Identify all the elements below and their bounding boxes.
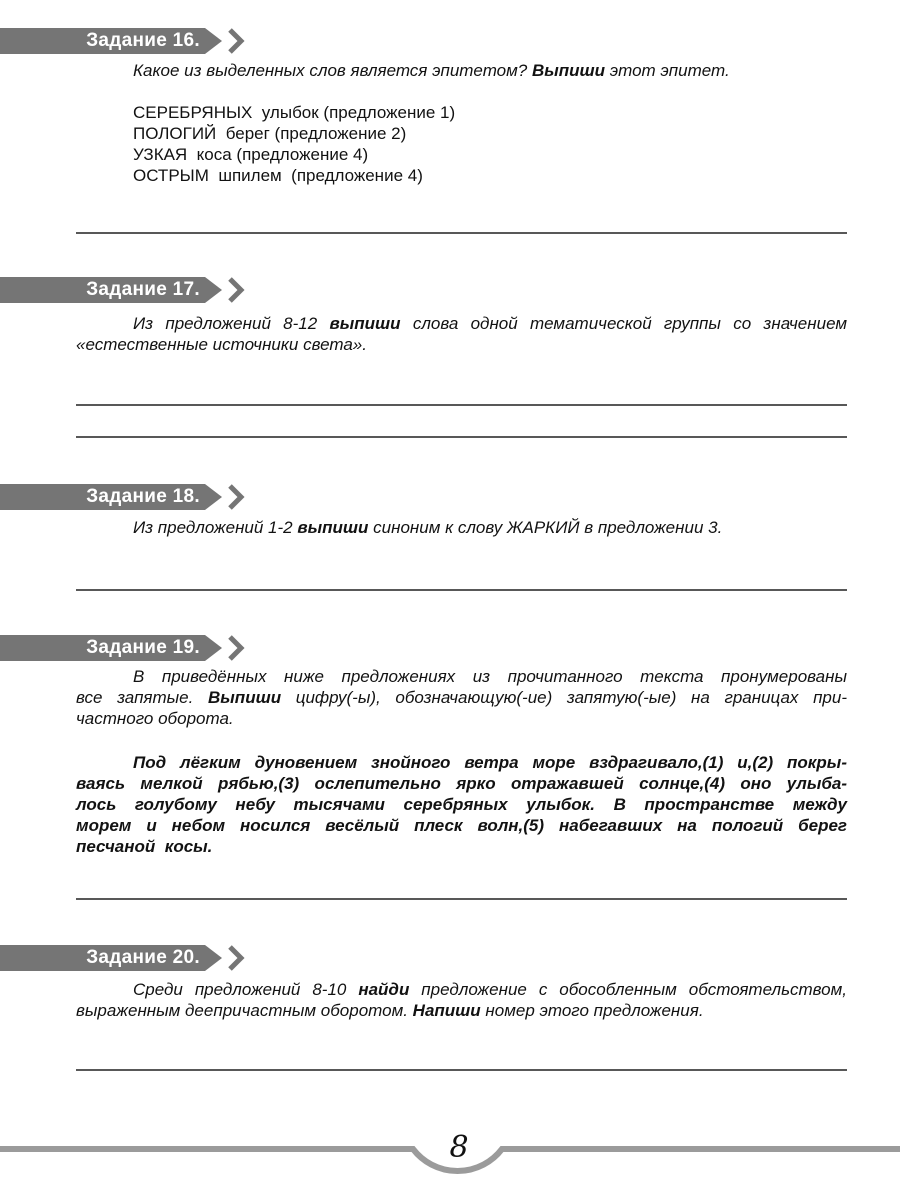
instruction-line: «естественные источники света». <box>76 335 367 354</box>
banner-arrow-icon <box>205 484 253 510</box>
task-18-banner <box>0 484 253 510</box>
task-19-instruction <box>76 666 847 729</box>
task-17-answer-line <box>76 436 847 438</box>
instruction-line: все запятые. Выпиши цифру(-ы), обозначающую(-ие) запятую(-ые) на границах при- <box>76 688 847 707</box>
task-16-option: УЗКАЯ коса (предложение 4) <box>133 145 369 164</box>
instruction-line: выраженным деепричастным оборотом. Напиши номер этого предложения. <box>76 1001 704 1020</box>
page-footer-rule <box>0 1118 900 1190</box>
task-16-options <box>133 102 847 186</box>
task-16-option: СЕРЕБРЯНЫХ улыбок (предложение 1) <box>133 103 456 122</box>
instruction-line: В приведённых ниже предложениях из прочитанного текста пронумерованы <box>133 667 847 686</box>
passage-line: лось голубому небу тысячами серебряных улыбок. В пространстве между <box>76 795 847 814</box>
banner-arrow-icon <box>205 277 253 303</box>
task-17-banner-label: Задание 17. <box>0 277 205 303</box>
instruction-line: Из предложений 8-12 выпиши слова одной тематической группы со значением <box>133 314 847 333</box>
task-18-answer-line <box>76 589 847 591</box>
passage-line: морем и небом носился весёлый плеск волн,(5) набегавших на пологий берег <box>76 816 847 835</box>
task-16-answer-line <box>76 232 847 234</box>
task-16-instruction <box>76 60 847 81</box>
task-16-option: ПОЛОГИЙ берег (предложение 2) <box>133 124 407 143</box>
task-17-answer-line <box>76 404 847 406</box>
banner-arrow-icon <box>205 945 253 971</box>
instruction-line: частного оборота. <box>76 709 234 728</box>
task-16-option: ОСТРЫМ шпилем (предложение 4) <box>133 166 423 185</box>
passage-line: ваясь мелкой рябью,(3) ослепительно ярко отражавшей солнце,(4) оно улыба- <box>76 774 847 793</box>
instruction-line: Из предложений 1-2 выпиши синоним к слову ЖАРКИЙ в предложении 3. <box>133 518 723 537</box>
task-16-banner <box>0 28 253 54</box>
task-17-banner <box>0 277 253 303</box>
task-19-banner <box>0 635 253 661</box>
task-19-passage <box>76 752 847 857</box>
passage-line: Под лёгким дуновением знойного ветра море вздрагивало,(1) и,(2) покры- <box>133 753 847 772</box>
task-20-answer-line <box>76 1069 847 1071</box>
task-18-instruction <box>76 517 847 538</box>
task-19-banner-label: Задание 19. <box>0 635 205 661</box>
task-20-banner-label: Задание 20. <box>0 945 205 971</box>
task-19-answer-line <box>76 898 847 900</box>
banner-arrow-icon <box>205 28 253 54</box>
task-18-banner-label: Задание 18. <box>0 484 205 510</box>
page-number: 8 <box>449 1130 469 1165</box>
task-20-banner <box>0 945 253 971</box>
task-16-banner-label: Задание 16. <box>0 28 205 54</box>
banner-arrow-icon <box>205 635 253 661</box>
instruction-line: Какое из выделенных слов является эпитетом? Выпиши этот эпитет. <box>133 61 730 80</box>
task-20-instruction <box>76 979 847 1021</box>
task-17-instruction <box>76 313 847 355</box>
passage-line: песчаной косы. <box>76 837 213 856</box>
instruction-line: Среди предложений 8-10 найди предложение с обособленным обстоятельством, <box>133 980 847 999</box>
